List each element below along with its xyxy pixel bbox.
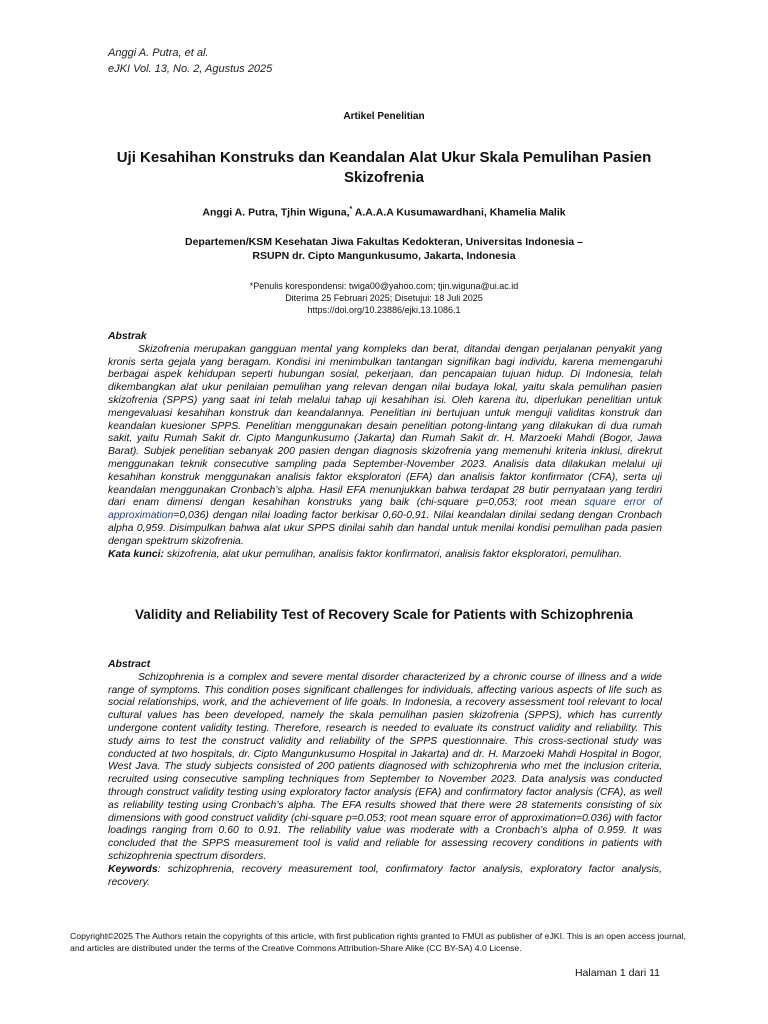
authors-part2: A.A.A.A Kusumawardhani, Khamelia Malik: [352, 206, 566, 219]
running-head-journal: eJKI Vol. 13, No. 2, Agustus 2025: [108, 63, 273, 75]
abstract-heading: Abstract: [108, 659, 151, 670]
abstrak-body: [108, 344, 662, 549]
title-english: Validity and Reliability Test of Recovery Scale for Patients with Schizophrenia: [135, 607, 633, 622]
kata-kunci-label: Kata kunci:: [108, 548, 165, 560]
keywords-list: : schizophrenia, recovery measurement tool, confirmatory factor analysis, exploratory factor analysis, recovery.: [108, 863, 662, 888]
author-list: [0, 206, 768, 219]
keywords-label: Keywords: [108, 863, 158, 875]
abstrak-text-2: =0,036) dengan nilai loading factor berkisar 0,60-0,91. Nilai keandalan dinilai sedang dengan Cronbach alpha 0,959. Disimpulkan bahwa alat ukur SPPS dinilai sahih dan handal untuk menilai kondisi pemulihan pada pasien dengan spektrum skizofrenia.: [108, 510, 662, 547]
article-type: Artikel Penelitian: [343, 111, 425, 122]
abstract-section: [108, 659, 662, 889]
corresponding-author-mark: *: [349, 206, 353, 213]
affiliation: [130, 235, 638, 263]
correspondence-block: [130, 280, 638, 316]
title-indonesian: Uji Kesahihan Konstruks dan Keandalan Alat Ukur Skala Pemulihan Pasien Skizofrenia: [116, 149, 652, 186]
abstrak-text-1: Skizofrenia merupakan gangguan mental yang kompleks dan berat, ditandai dengan perjalanan penyakit yang kronis serta gejala yang beragam. Kondisi ini menimbulkan tantangan signifikan bagi individu, karena memengaruhi berbagai aspek kehidupan seperti hubungan sosial, pekerjaan, dan pencapaian tujuan hidup. Di Indonesia, telah dikembangkan alat ukur penilaian pemulihan yang relevan dengan nilai budaya lokal, yaitu skala pemulihan pasien skizofrenia (SPPS) yang saat ini telah melalui tahap uji kesahihan isi. Oleh karena itu, diperlukan penelitian untuk mengevaluasi kesahihan konstruk dan keandalannya. Penelitian ini bertujuan untuk menguji validitas konstruk dan keandalan kuesioner SPPS. Penelitian menggunakan desain penelitian potong-lintang yang dilakukan di dua rumah sakit, yaitu Rumah Sakit dr. Cipto Mangunkusumo (Jakarta) dan Rumah Sakit dr. H. Marzoeki Mahdi (Bogor, Jawa Barat). Subjek penelitian sebanyak 200 pasien dengan diagnosis skizofrenia yang memenuhi kriteria inklusi, direkrut menggunakan teknik consecutive sampling pada September-November 2023. Analisis data dilakukan melalui uji kesahihan konstruk menggunakan analisis faktor eksploratori (EFA) dan analisis faktor konfirmator (CFA), serta uji keandalan menggunakan Cronbach’s alpha. Hasil EFA menunjukkan bahwa terdapat 28 butir pernyataan yang terdiri dari enam dimensi dengan kesahihan konstruks yang baik (chi-square p=0,053; root mean: [108, 343, 662, 509]
copyright-notice: Copyright©2025 The Authors retain the copyrights of this article, with first publication rights granted to FMUI as publisher of eJKI. This is an open access journal, and articles are distributed under the terms of the Creative Commons Attribution-Share Alike (CC BY-SA) 4.0 License.: [70, 931, 686, 953]
correspondence-email[interactable]: *Penulis korespondensi: twiga00@yahoo.com; tjin.wiguna@ui.ac.id: [249, 281, 519, 291]
keywords: [108, 864, 662, 890]
page-number: Halaman 1 dari 11: [574, 967, 660, 979]
abstract-body: Schizophrenia is a complex and severe mental disorder characterized by a chronic course of illness and a wide range of symptoms. This condition poses significant challenges for individuals, affecting various aspects of life such as social relationships, work, and the achievement of life goals. In Indonesia, a recovery assessment tool relevant to local cultural values has been developed, namely the skala pemulihan pasien skizofrenia (SPPS), which has currently undergone content validity testing. Therefore, research is needed to evaluate its construct validity and reliability. This study aims to test the construct validity and reliability of the SPPS questionnaire. This cross-sectional study was conducted at two hospitals, dr. Cipto Mangunkusumo Hospital in Jakarta) and dr. H. Marzoeki Mahdi Hospital in Bogor, West Java. The study subjects consisted of 200 patients diagnosed with schizophrenia who met the inclusion criteria, recruited using consecutive sampling techniques from September to November 2023. Data analysis was conducted through construct validity testing using exploratory factor analysis (EFA) and confirmatory factor analysis (CFA), as well as reliability testing using Cronbach’s alpha. The EFA results showed that there were 28 statements consisting of six dimensions with good construct validity (chi-square p=0.053; root mean square error of approximation=0.036) with factor loadings ranging from 0.60 to 0.91. The reliability value was moderate with a Cronbach’s alpha of 0.959. It was concluded that the SPPS measurement tool is valid and reliable for assessing recovery conditions in patients with schizophrenia spectrum disorders.: [108, 671, 662, 862]
abstrak-section: [108, 331, 662, 561]
authors-part1: Anggi A. Putra, Tjhin Wiguna,: [202, 206, 350, 219]
kata-kunci-list: skizofrenia, alat ukur pemulihan, analisis faktor konfirmatori, analisis faktor eksploratori, pemulihan.: [164, 548, 622, 560]
affiliation-line-1: Departemen/KSM Kesehatan Jiwa Fakultas Kedokteran, Universitas Indonesia –: [185, 236, 583, 248]
abstrak-heading: Abstrak: [108, 331, 147, 342]
kata-kunci: [108, 549, 662, 562]
running-head: [108, 45, 272, 77]
abstrak-highlighted-term: square error of approximation: [108, 497, 662, 522]
affiliation-line-2: RSUPN dr. Cipto Mangunkusumo, Jakarta, Indonesia: [252, 250, 516, 262]
doi-link[interactable]: https://doi.org/10.23886/ejki.13.1086.1: [307, 305, 461, 315]
received-accepted-dates: Diterima 25 Februari 2025; Disetujui: 18 Juli 2025: [285, 293, 483, 303]
running-head-authors: Anggi A. Putra, et al.: [108, 47, 209, 59]
